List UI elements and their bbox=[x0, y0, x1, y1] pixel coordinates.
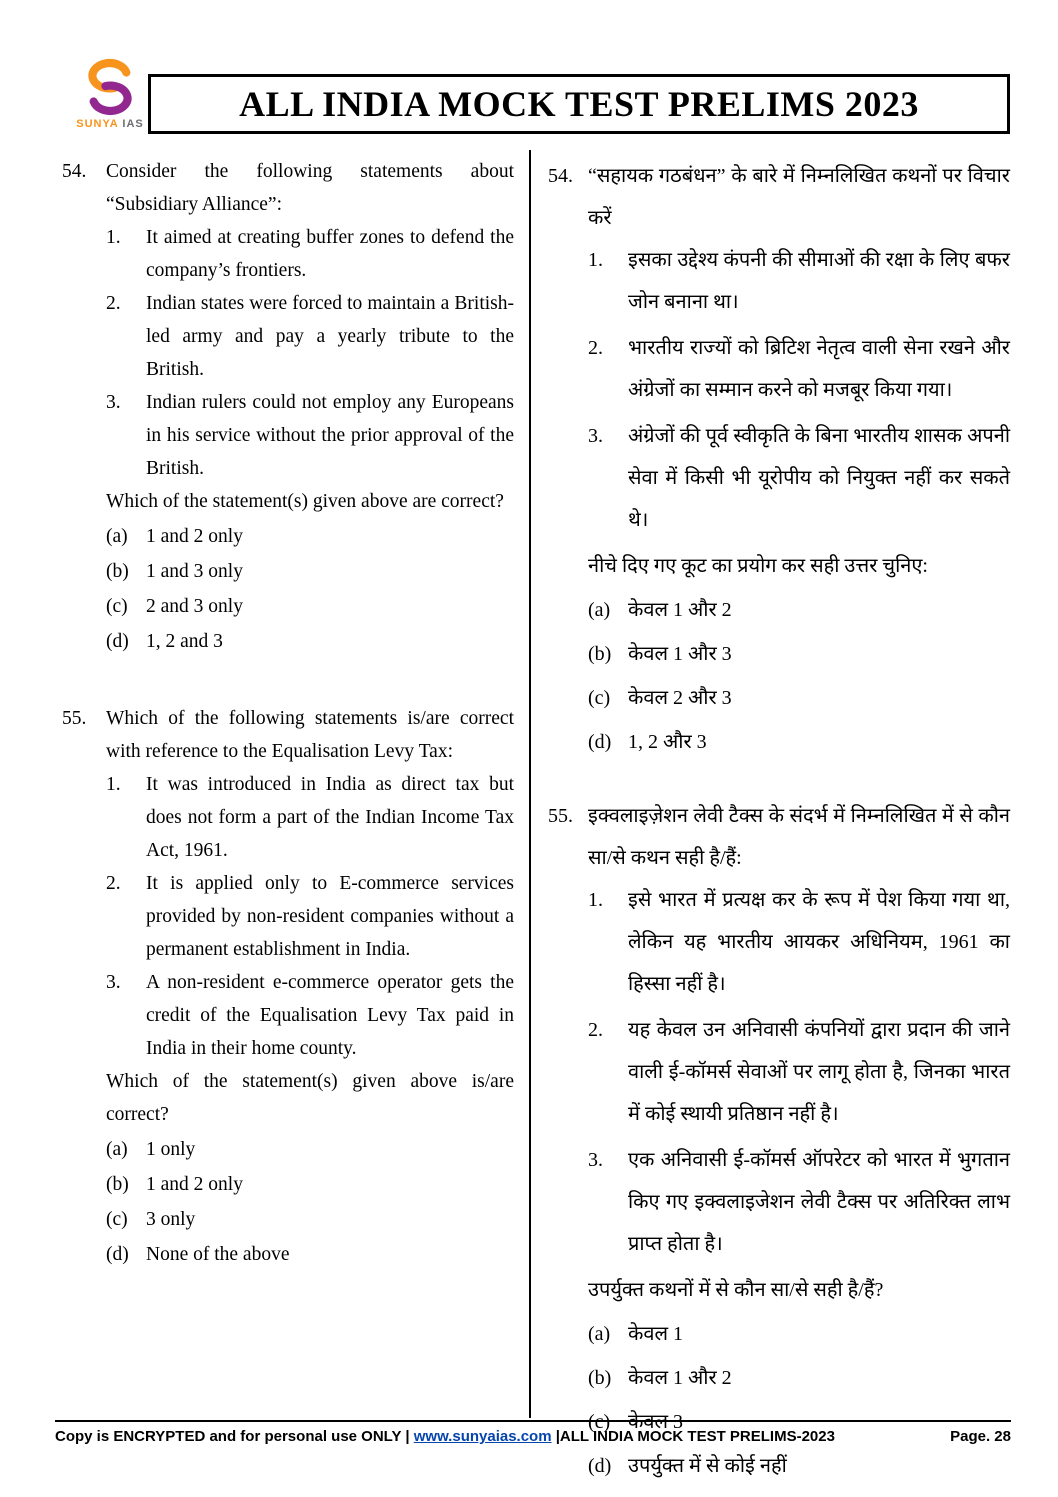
question-intro: Consider the following statements about “Subsidiary Alliance”: bbox=[106, 161, 514, 215]
option-text: 1 only bbox=[146, 1139, 196, 1160]
option-text: केवल 1 bbox=[628, 1323, 684, 1345]
option-label: (b) bbox=[588, 1367, 612, 1389]
statement-text: A non-resident e-commerce operator gets the credit of the Equalisation Levy Tax paid in India in their home county. bbox=[146, 972, 514, 1059]
footer-link[interactable]: www.sunyaias.com bbox=[413, 1428, 552, 1445]
statement-number: 3. bbox=[588, 1149, 603, 1171]
question-stem: नीचे दिए गए कूट का प्रयोग कर सही उत्तर चुनिए: bbox=[588, 555, 928, 577]
option-text: केवल 3 bbox=[628, 1411, 684, 1433]
option-label: (b) bbox=[106, 1174, 129, 1195]
question-intro: Which of the following statements is/are correct with reference to the Equalisation Levy Tax: bbox=[106, 708, 514, 762]
footer bbox=[55, 1420, 1011, 1445]
option-label: (c) bbox=[106, 596, 128, 617]
option-label: (d) bbox=[588, 731, 612, 753]
statement-item bbox=[588, 327, 1010, 411]
question-stem: Which of the statement(s) given above are correct? bbox=[106, 491, 504, 512]
option-label: (d) bbox=[106, 1244, 129, 1265]
option-label: (c) bbox=[106, 1209, 128, 1230]
option-text: केवल 2 और 3 bbox=[628, 687, 732, 709]
statement-number: 3. bbox=[106, 392, 121, 413]
statement-number: 3. bbox=[588, 425, 603, 447]
option-item bbox=[106, 1203, 514, 1236]
statement-item bbox=[106, 221, 514, 287]
option-text: केवल 1 और 2 bbox=[628, 1367, 732, 1389]
option-text: 1, 2 और 3 bbox=[628, 731, 707, 753]
question-number: 54. bbox=[62, 161, 87, 182]
statement-text: इसका उद्देश्य कंपनी की सीमाओं की रक्षा के लिए बफर जोन बनाना था। bbox=[628, 249, 1010, 313]
option-item bbox=[106, 520, 514, 553]
option-item bbox=[588, 677, 1010, 719]
statement-item bbox=[106, 768, 514, 867]
option-label: (d) bbox=[588, 1455, 612, 1477]
question-54-hindi bbox=[548, 155, 1010, 765]
statement-text: It is applied only to E-commerce services provided by non-resident companies without a permanent establishment in India. bbox=[146, 873, 514, 960]
statement-item bbox=[588, 415, 1010, 541]
statement-item bbox=[106, 867, 514, 966]
statement-number: 1. bbox=[588, 249, 603, 271]
option-label: (a) bbox=[106, 526, 128, 547]
column-hindi bbox=[548, 155, 1010, 1489]
option-item bbox=[106, 1168, 514, 1201]
option-text: 1, 2 and 3 bbox=[146, 631, 223, 652]
option-label: (a) bbox=[588, 1323, 611, 1345]
footer-copy-text: Copy is ENCRYPTED and for personal use ONLY | bbox=[55, 1428, 410, 1445]
statement-number: 1. bbox=[106, 774, 121, 795]
question-stem: Which of the statement(s) given above is/are correct? bbox=[106, 1071, 514, 1125]
statement-text: एक अनिवासी ई-कॉमर्स ऑपरेटर को भारत में भुगतान किए गए इक्वलाइजेशन लेवी टैक्स पर अतिरिक्त लाभ प्राप्त होता है। bbox=[628, 1149, 1010, 1255]
brand-ias: IAS bbox=[122, 118, 144, 130]
question-55-hindi bbox=[548, 795, 1010, 1489]
statement-number: 2. bbox=[106, 873, 121, 894]
question-number: 54. bbox=[548, 165, 573, 187]
statement-number: 1. bbox=[106, 227, 121, 248]
footer-note bbox=[55, 1428, 835, 1445]
option-label: (d) bbox=[106, 631, 129, 652]
question-55-english bbox=[62, 702, 514, 1273]
statement-item bbox=[588, 1009, 1010, 1135]
page-number: Page. 28 bbox=[950, 1428, 1011, 1445]
statement-text: अंग्रेजों की पूर्व स्वीकृति के बिना भारतीय शासक अपनी सेवा में किसी भी यूरोपीय को नियुक्त नहीं कर सकते थे। bbox=[628, 425, 1010, 531]
statement-text: It aimed at creating buffer zones to defend the company’s frontiers. bbox=[146, 227, 514, 281]
option-item bbox=[106, 625, 514, 658]
statement-text: यह केवल उन अनिवासी कंपनियों द्वारा प्रदान की जाने वाली ई-कॉमर्स सेवाओं पर लागू होता है, जिनका भारत में कोई स्थायी प्रतिष्ठान नहीं है। bbox=[628, 1019, 1010, 1125]
statement-text: It was introduced in India as direct tax but does not form a part of the Indian Income Tax Act, 1961. bbox=[146, 774, 514, 861]
option-item bbox=[588, 633, 1010, 675]
option-label: (c) bbox=[588, 687, 611, 709]
statement-number: 2. bbox=[588, 337, 603, 359]
option-text: None of the above bbox=[146, 1244, 290, 1265]
option-label: (a) bbox=[106, 1139, 128, 1160]
statement-number: 2. bbox=[588, 1019, 603, 1041]
column-divider bbox=[529, 150, 531, 1418]
option-text: 3 only bbox=[146, 1209, 196, 1230]
option-text: 1 and 2 only bbox=[146, 526, 243, 547]
column-english bbox=[62, 155, 514, 1273]
statement-text: Indian states were forced to maintain a British-led army and pay a yearly tribute to the British. bbox=[146, 293, 514, 380]
option-text: उपर्युक्त में से कोई नहीं bbox=[628, 1455, 787, 1477]
question-number: 55. bbox=[62, 708, 87, 729]
option-item bbox=[106, 555, 514, 588]
option-label: (c) bbox=[588, 1411, 611, 1433]
statement-item bbox=[588, 1139, 1010, 1265]
statement-number: 3. bbox=[106, 972, 121, 993]
statement-text: इसे भारत में प्रत्यक्ष कर के रूप में पेश किया गया था, लेकिन यह भारतीय आयकर अधिनियम, 1961 का हिस्सा नहीं है। bbox=[628, 889, 1010, 995]
option-item bbox=[106, 1133, 514, 1166]
option-label: (b) bbox=[588, 643, 612, 665]
option-item bbox=[588, 721, 1010, 763]
brand-text bbox=[64, 118, 156, 130]
question-intro: “सहायक गठबंधन” के बारे में निम्नलिखित कथनों पर विचार करें bbox=[588, 165, 1010, 229]
question-intro: इक्वलाइज़ेशन लेवी टैक्स के संदर्भ में निम्नलिखित में से कौन सा/से कथन सही है/हैं: bbox=[588, 805, 1010, 869]
option-item bbox=[106, 590, 514, 623]
question-number: 55. bbox=[548, 805, 573, 827]
statement-text: Indian rulers could not employ any Europeans in his service without the prior approval of the British. bbox=[146, 392, 514, 479]
option-item bbox=[588, 1357, 1010, 1399]
statement-item bbox=[106, 287, 514, 386]
sunya-logo-icon bbox=[81, 58, 139, 116]
option-item bbox=[106, 1238, 514, 1271]
page-title: ALL INDIA MOCK TEST PRELIMS 2023 bbox=[239, 84, 919, 124]
option-text: 1 and 3 only bbox=[146, 561, 243, 582]
footer-doc-title: |ALL INDIA MOCK TEST PRELIMS-2023 bbox=[555, 1428, 835, 1445]
statement-number: 1. bbox=[588, 889, 603, 911]
option-text: 1 and 2 only bbox=[146, 1174, 243, 1195]
statement-item bbox=[106, 386, 514, 485]
statement-text: भारतीय राज्यों को ब्रिटिश नेतृत्व वाली सेना रखने और अंग्रेजों का सम्मान करने को मजबूर किया गया। bbox=[628, 337, 1010, 401]
option-text: केवल 1 और 2 bbox=[628, 599, 732, 621]
option-item bbox=[588, 1313, 1010, 1355]
question-stem: उपर्युक्त कथनों में से कौन सा/से सही है/हैं? bbox=[588, 1279, 884, 1301]
option-label: (a) bbox=[588, 599, 611, 621]
option-item bbox=[588, 589, 1010, 631]
option-text: 2 and 3 only bbox=[146, 596, 243, 617]
statement-item bbox=[588, 239, 1010, 323]
question-54-english bbox=[62, 155, 514, 660]
statement-item bbox=[588, 879, 1010, 1005]
option-item bbox=[588, 1445, 1010, 1487]
title-box bbox=[148, 74, 1010, 134]
sunya-logo bbox=[64, 58, 156, 130]
statement-item bbox=[106, 966, 514, 1065]
option-label: (b) bbox=[106, 561, 129, 582]
option-text: केवल 1 और 3 bbox=[628, 643, 732, 665]
brand-sunya: SUNYA bbox=[76, 118, 119, 130]
statement-number: 2. bbox=[106, 293, 121, 314]
